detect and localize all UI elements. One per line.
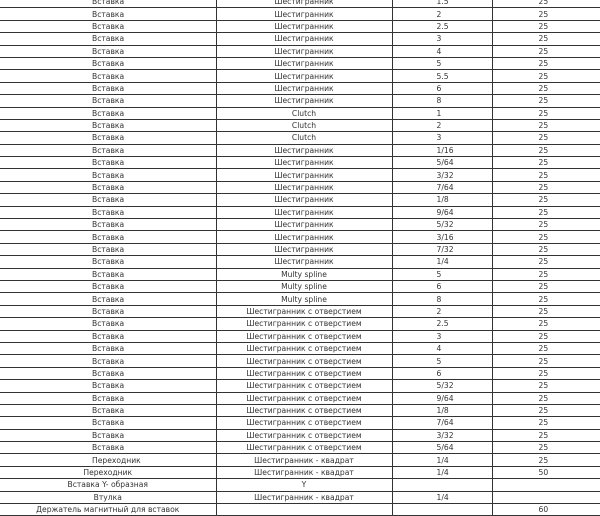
cell-type: Шестигранник bbox=[216, 70, 392, 82]
table-row bbox=[0, 318, 600, 330]
cell-type: Y bbox=[216, 479, 392, 491]
cell-size: 5 bbox=[392, 57, 492, 69]
cell-type: Шестигранник - квадрат bbox=[216, 454, 392, 466]
table-row bbox=[0, 107, 600, 119]
cell-item: Вставка bbox=[0, 8, 216, 20]
cell-type: Шестигранник с отверстием bbox=[216, 342, 392, 354]
cell-qty: 25 bbox=[492, 280, 600, 292]
cell-size: 9/64 bbox=[392, 392, 492, 404]
cell-qty: 25 bbox=[492, 20, 600, 32]
cell-size: 4 bbox=[392, 342, 492, 354]
cell-item: Вставка bbox=[0, 194, 216, 206]
cell-item: Переходник bbox=[0, 454, 216, 466]
table-row bbox=[0, 194, 600, 206]
cell-type: Шестигранник с отверстием bbox=[216, 355, 392, 367]
table-row bbox=[0, 454, 600, 466]
cell-type: Шестигранник bbox=[216, 157, 392, 169]
cell-qty: 25 bbox=[492, 330, 600, 342]
cell-type: Шестигранник bbox=[216, 194, 392, 206]
table-row bbox=[0, 70, 600, 82]
table-row bbox=[0, 243, 600, 255]
cell-size: 1 bbox=[392, 107, 492, 119]
table-row bbox=[0, 82, 600, 94]
cell-item: Вставка bbox=[0, 355, 216, 367]
cell-type: Шестигранник - квадрат bbox=[216, 466, 392, 478]
cell-qty: 25 bbox=[492, 132, 600, 144]
cell-size: 5.5 bbox=[392, 70, 492, 82]
cell-item: Втулка bbox=[0, 491, 216, 503]
cell-item: Вставка bbox=[0, 280, 216, 292]
cell-size: 3/32 bbox=[392, 169, 492, 181]
table-row bbox=[0, 256, 600, 268]
cell-item: Вставка bbox=[0, 82, 216, 94]
cell-qty: 50 bbox=[492, 466, 600, 478]
cell-qty: 25 bbox=[492, 404, 600, 416]
cell-size: 5 bbox=[392, 355, 492, 367]
table-row bbox=[0, 392, 600, 404]
cell-item: Вставка bbox=[0, 392, 216, 404]
cell-item: Вставка bbox=[0, 429, 216, 441]
table-row bbox=[0, 20, 600, 32]
cell-type: Clutch bbox=[216, 119, 392, 131]
cell-type: Шестигранник - квадрат bbox=[216, 491, 392, 503]
cell-size: 2 bbox=[392, 305, 492, 317]
table-row bbox=[0, 268, 600, 280]
table-row bbox=[0, 442, 600, 454]
cell-size: 7/64 bbox=[392, 181, 492, 193]
cell-item: Вставка bbox=[0, 293, 216, 305]
cell-size: 2.5 bbox=[392, 318, 492, 330]
cell-item: Вставка bbox=[0, 305, 216, 317]
cell-size: 5/32 bbox=[392, 219, 492, 231]
cell-size bbox=[392, 479, 492, 491]
cell-size: 1/4 bbox=[392, 466, 492, 478]
table-row bbox=[0, 157, 600, 169]
cell-item: Вставка bbox=[0, 95, 216, 107]
cell-size: 8 bbox=[392, 293, 492, 305]
cell-qty: 25 bbox=[492, 355, 600, 367]
cell-qty: 25 bbox=[492, 293, 600, 305]
cell-size: 7/32 bbox=[392, 243, 492, 255]
cell-qty: 25 bbox=[492, 57, 600, 69]
table-row bbox=[0, 466, 600, 478]
cell-qty: 25 bbox=[492, 442, 600, 454]
cell-qty: 60 bbox=[492, 504, 600, 516]
cell-item: Держатель магнитный для вставок bbox=[0, 504, 216, 516]
cell-qty: 25 bbox=[492, 194, 600, 206]
cell-item: Вставка bbox=[0, 132, 216, 144]
table-row bbox=[0, 169, 600, 181]
cell-size: 2 bbox=[392, 119, 492, 131]
table-row bbox=[0, 181, 600, 193]
cell-type: Шестигранник bbox=[216, 144, 392, 156]
cell-item: Вставка bbox=[0, 33, 216, 45]
cell-qty: 25 bbox=[492, 33, 600, 45]
cell-item: Вставка bbox=[0, 169, 216, 181]
table-row bbox=[0, 429, 600, 441]
table-row bbox=[0, 404, 600, 416]
cell-qty: 25 bbox=[492, 243, 600, 255]
cell-item: Вставка bbox=[0, 107, 216, 119]
table-row bbox=[0, 219, 600, 231]
cell-size: 3 bbox=[392, 132, 492, 144]
cell-type: Clutch bbox=[216, 107, 392, 119]
cell-size: 3 bbox=[392, 330, 492, 342]
cell-qty: 25 bbox=[492, 8, 600, 20]
cell-type: Шестигранник с отверстием bbox=[216, 380, 392, 392]
cell-qty: 25 bbox=[492, 342, 600, 354]
cell-type: Шестигранник с отверстием bbox=[216, 392, 392, 404]
cell-item: Вставка bbox=[0, 119, 216, 131]
cell-size: 8 bbox=[392, 95, 492, 107]
cell-qty: 25 bbox=[492, 380, 600, 392]
cell-qty: 25 bbox=[492, 45, 600, 57]
table-row bbox=[0, 305, 600, 317]
cell-qty: 25 bbox=[492, 70, 600, 82]
cell-item: Вставка bbox=[0, 342, 216, 354]
cell-qty: 25 bbox=[492, 0, 600, 8]
cell-size: 1.5 bbox=[392, 0, 492, 8]
cell-qty: 25 bbox=[492, 392, 600, 404]
cell-qty: 25 bbox=[492, 119, 600, 131]
table-row bbox=[0, 355, 600, 367]
cell-size: 1/16 bbox=[392, 144, 492, 156]
cell-qty bbox=[492, 479, 600, 491]
table-row bbox=[0, 45, 600, 57]
cell-item: Вставка bbox=[0, 45, 216, 57]
cell-item: Вставка bbox=[0, 330, 216, 342]
cell-type: Шестигранник с отверстием bbox=[216, 442, 392, 454]
table-row bbox=[0, 132, 600, 144]
cell-size: 4 bbox=[392, 45, 492, 57]
cell-type: Multy spline bbox=[216, 280, 392, 292]
cell-type: Multy spline bbox=[216, 268, 392, 280]
cell-qty: 25 bbox=[492, 95, 600, 107]
cell-qty: 25 bbox=[492, 256, 600, 268]
cell-size bbox=[392, 504, 492, 516]
table-row bbox=[0, 57, 600, 69]
cell-item: Вставка bbox=[0, 231, 216, 243]
table-row bbox=[0, 144, 600, 156]
cell-item: Вставка bbox=[0, 144, 216, 156]
cell-size: 5 bbox=[392, 268, 492, 280]
cell-qty: 25 bbox=[492, 429, 600, 441]
table-row bbox=[0, 417, 600, 429]
cell-size: 1/4 bbox=[392, 256, 492, 268]
cell-size: 1/4 bbox=[392, 454, 492, 466]
cell-size: 6 bbox=[392, 280, 492, 292]
table-row bbox=[0, 342, 600, 354]
table-row bbox=[0, 280, 600, 292]
cell-size: 1/4 bbox=[392, 491, 492, 503]
cell-item: Вставка bbox=[0, 417, 216, 429]
cell-type: Шестигранник с отверстием bbox=[216, 330, 392, 342]
cell-size: 3/16 bbox=[392, 231, 492, 243]
cell-item: Переходник bbox=[0, 466, 216, 478]
cell-type: Шестигранник с отверстием bbox=[216, 429, 392, 441]
cell-type: Шестигранник с отверстием bbox=[216, 305, 392, 317]
cell-type: Шестигранник bbox=[216, 8, 392, 20]
cell-qty: 25 bbox=[492, 169, 600, 181]
table-row bbox=[0, 330, 600, 342]
cell-size: 6 bbox=[392, 82, 492, 94]
cell-item: Вставка bbox=[0, 219, 216, 231]
cell-item: Вставка bbox=[0, 243, 216, 255]
table-row bbox=[0, 231, 600, 243]
cell-qty bbox=[492, 491, 600, 503]
cell-type: Шестигранник bbox=[216, 256, 392, 268]
cell-item: Вставка bbox=[0, 70, 216, 82]
cell-item: Вставка bbox=[0, 256, 216, 268]
table-row bbox=[0, 380, 600, 392]
cell-item: Вставка bbox=[0, 318, 216, 330]
cell-item: Вставка bbox=[0, 57, 216, 69]
cell-type: Шестигранник bbox=[216, 0, 392, 8]
cell-qty: 25 bbox=[492, 181, 600, 193]
cell-type: Шестигранник bbox=[216, 219, 392, 231]
cell-item: Вставка bbox=[0, 380, 216, 392]
cell-type: Clutch bbox=[216, 132, 392, 144]
cell-item: Вставка bbox=[0, 404, 216, 416]
cell-type: Шестигранник bbox=[216, 231, 392, 243]
cell-qty: 25 bbox=[492, 231, 600, 243]
table-row bbox=[0, 491, 600, 503]
cell-item: Вставка bbox=[0, 157, 216, 169]
cell-qty: 25 bbox=[492, 206, 600, 218]
cell-qty: 25 bbox=[492, 157, 600, 169]
table-row bbox=[0, 8, 600, 20]
table-row bbox=[0, 367, 600, 379]
cell-type: Шестигранник bbox=[216, 181, 392, 193]
cell-type: Шестигранник bbox=[216, 169, 392, 181]
cell-size: 3/32 bbox=[392, 429, 492, 441]
table-row bbox=[0, 293, 600, 305]
cell-item: Вставка bbox=[0, 206, 216, 218]
cell-size: 5/32 bbox=[392, 380, 492, 392]
cell-type: Шестигранник bbox=[216, 82, 392, 94]
cell-type bbox=[216, 504, 392, 516]
cell-type: Шестигранник bbox=[216, 95, 392, 107]
cell-type: Шестигранник bbox=[216, 206, 392, 218]
cell-type: Шестигранник bbox=[216, 45, 392, 57]
table-row bbox=[0, 95, 600, 107]
cell-size: 2.5 bbox=[392, 20, 492, 32]
cell-item: Вставка bbox=[0, 181, 216, 193]
cell-type: Шестигранник bbox=[216, 33, 392, 45]
cell-size: 6 bbox=[392, 367, 492, 379]
cell-qty: 25 bbox=[492, 144, 600, 156]
cell-type: Multy spline bbox=[216, 293, 392, 305]
cell-item: Вставка bbox=[0, 367, 216, 379]
cell-item: Вставка bbox=[0, 268, 216, 280]
table-row bbox=[0, 33, 600, 45]
cell-item: Вставка Y- образная bbox=[0, 479, 216, 491]
cell-item: Вставка bbox=[0, 20, 216, 32]
cell-type: Шестигранник с отверстием bbox=[216, 318, 392, 330]
cell-size: 7/64 bbox=[392, 417, 492, 429]
cell-type: Шестигранник bbox=[216, 243, 392, 255]
cell-item: Вставка bbox=[0, 0, 216, 8]
cell-size: 1/8 bbox=[392, 404, 492, 416]
table-row bbox=[0, 479, 600, 491]
table-row bbox=[0, 206, 600, 218]
table-row bbox=[0, 504, 600, 516]
cell-qty: 25 bbox=[492, 367, 600, 379]
cell-qty: 25 bbox=[492, 305, 600, 317]
cell-size: 3 bbox=[392, 33, 492, 45]
cell-size: 9/64 bbox=[392, 206, 492, 218]
cell-size: 5/64 bbox=[392, 442, 492, 454]
cell-qty: 25 bbox=[492, 318, 600, 330]
cell-type: Шестигранник bbox=[216, 20, 392, 32]
cell-qty: 25 bbox=[492, 454, 600, 466]
table-row bbox=[0, 119, 600, 131]
cell-type: Шестигранник с отверстием bbox=[216, 367, 392, 379]
cell-qty: 25 bbox=[492, 107, 600, 119]
cell-type: Шестигранник с отверстием bbox=[216, 417, 392, 429]
cell-item: Вставка bbox=[0, 442, 216, 454]
cell-qty: 25 bbox=[492, 417, 600, 429]
cell-qty: 25 bbox=[492, 268, 600, 280]
cell-qty: 25 bbox=[492, 219, 600, 231]
table-row bbox=[0, 0, 600, 8]
cell-qty: 25 bbox=[492, 82, 600, 94]
cell-size: 2 bbox=[392, 8, 492, 20]
cell-size: 1/8 bbox=[392, 194, 492, 206]
cell-type: Шестигранник с отверстием bbox=[216, 404, 392, 416]
cell-type: Шестигранник bbox=[216, 57, 392, 69]
cell-size: 5/64 bbox=[392, 157, 492, 169]
